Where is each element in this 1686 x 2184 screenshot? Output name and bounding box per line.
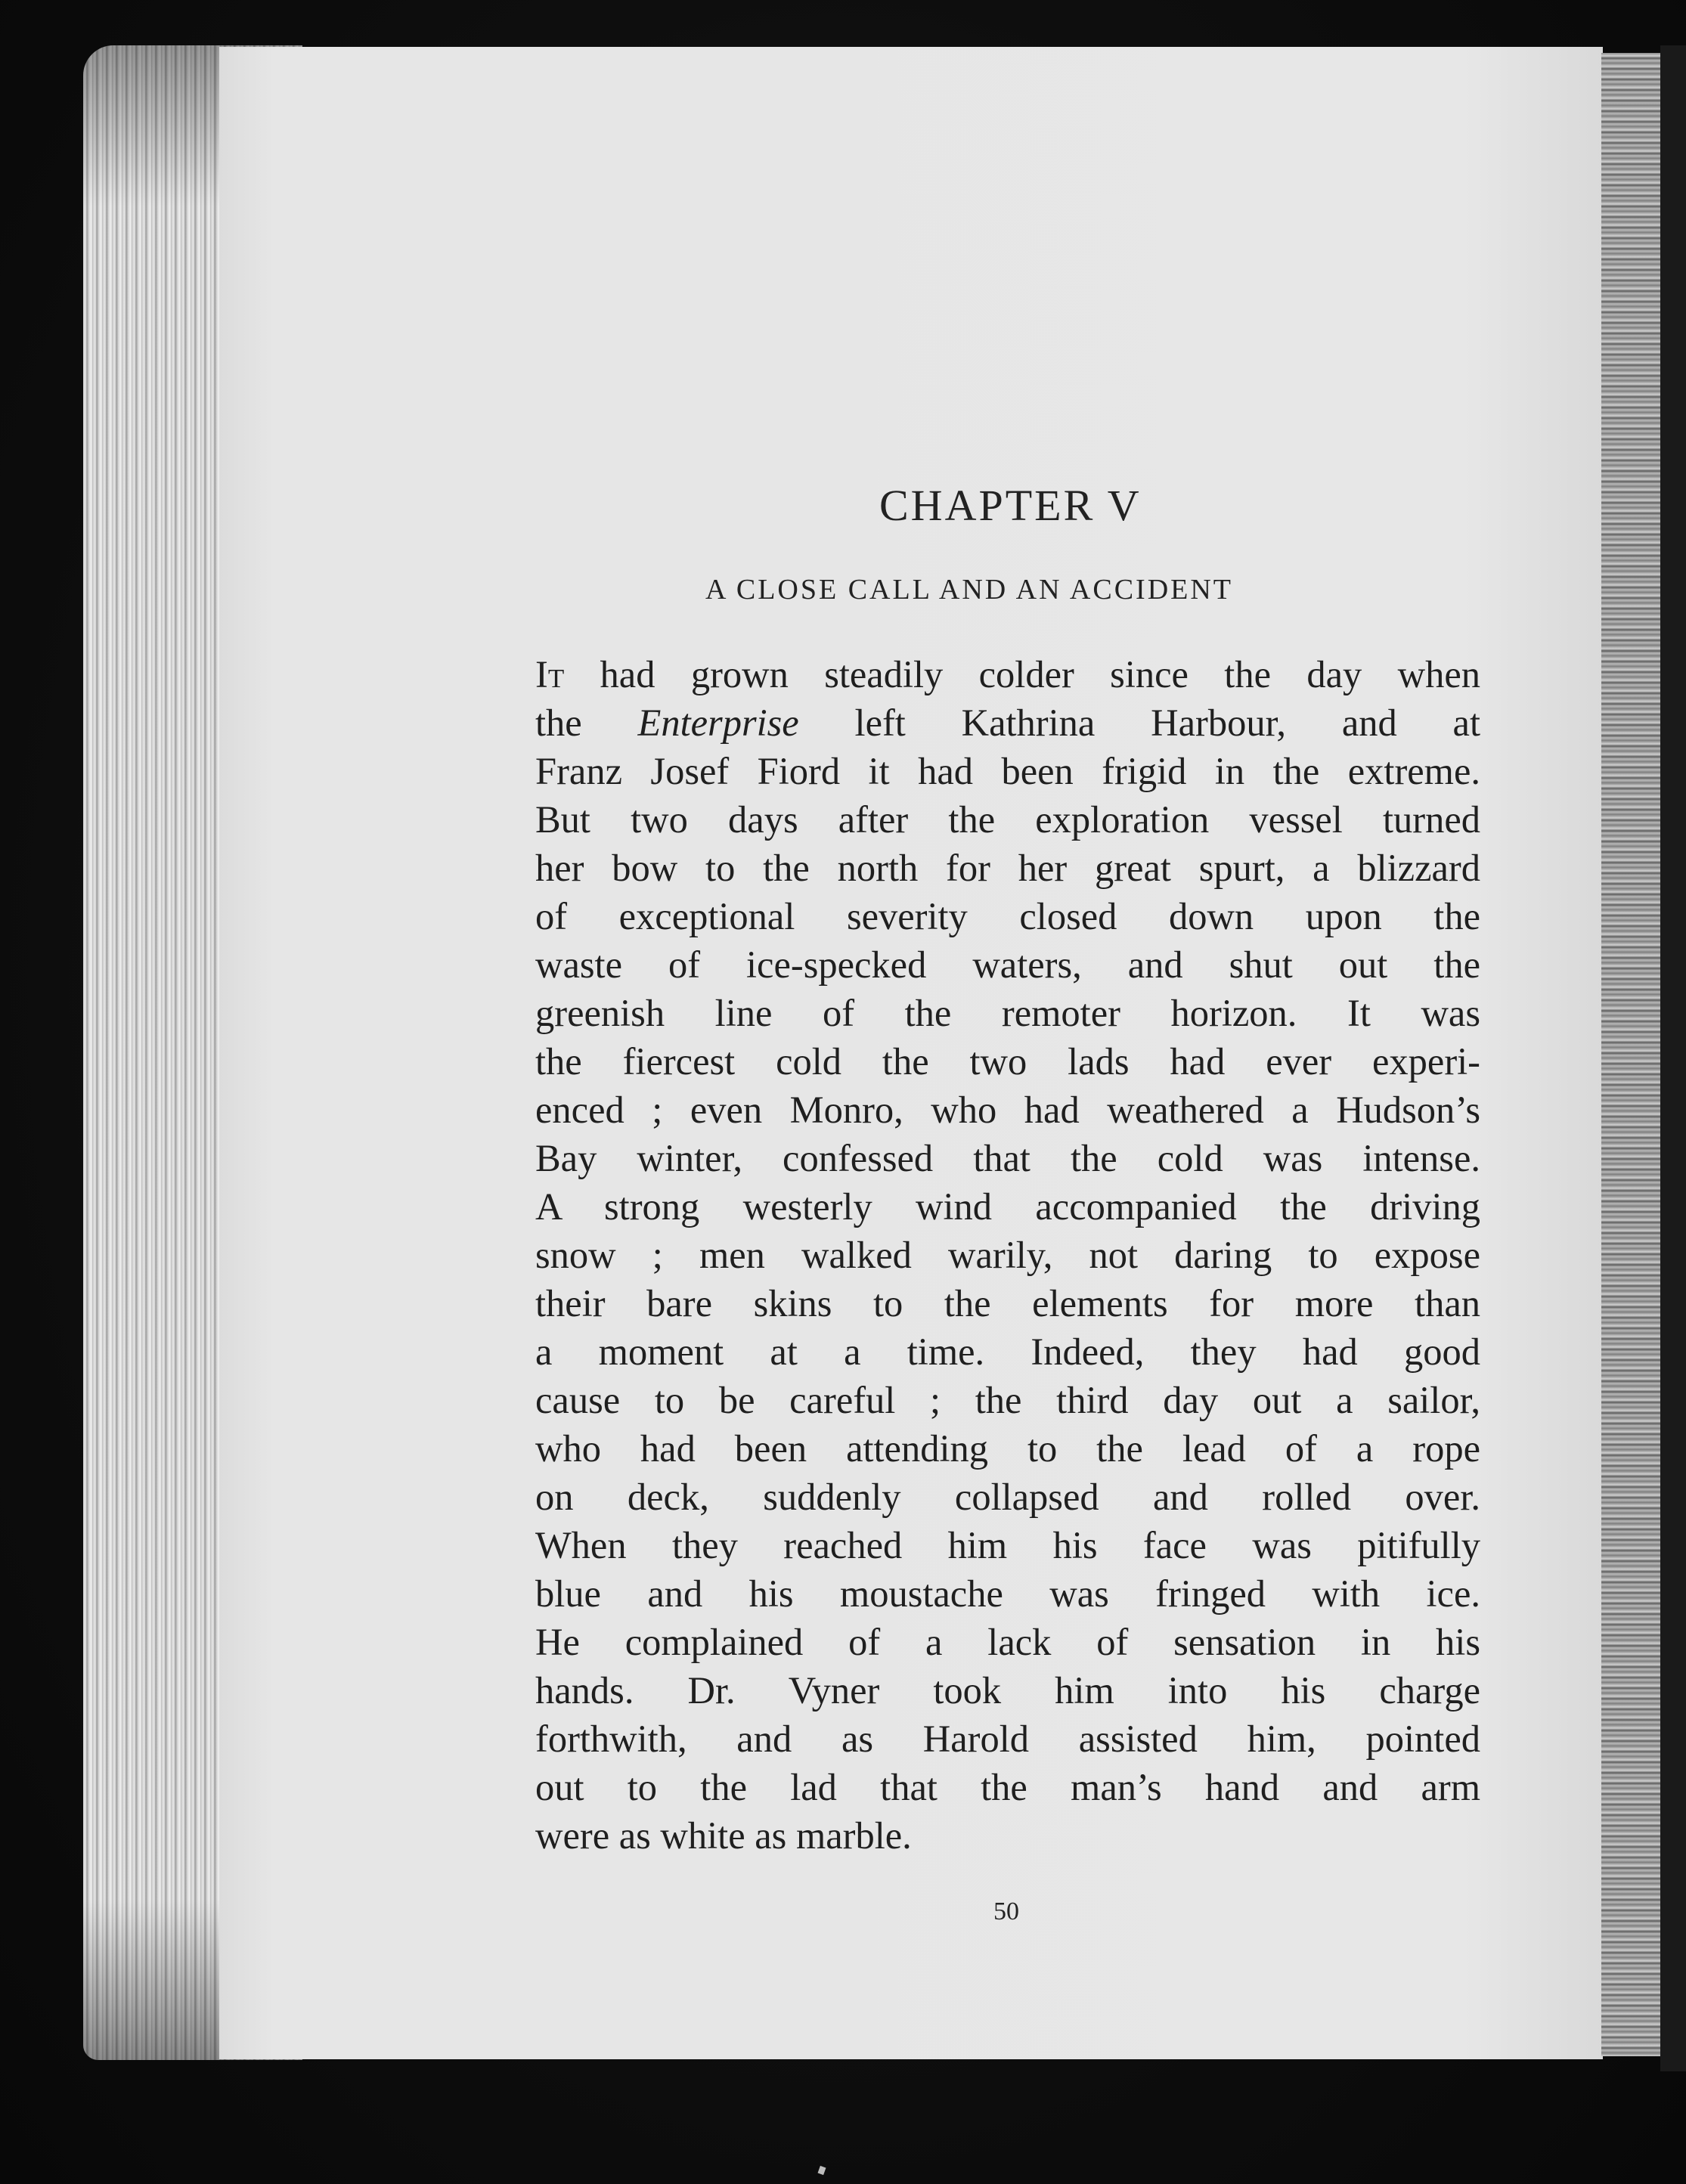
text-line: blue and his moustache was fringed with ice. — [535, 1572, 1480, 1615]
drop-word: It — [535, 653, 565, 695]
line-text: the — [535, 702, 638, 744]
text-line: A strong westerly wind accompanied the driving — [535, 1185, 1480, 1228]
text-line — [535, 650, 1480, 699]
text-line: hands. Dr. Vyner took him into his charge — [535, 1669, 1480, 1712]
text-line: a moment at a time. Indeed, they had good — [535, 1331, 1480, 1373]
page-number: 50 — [993, 1897, 1019, 1925]
chapter-title: CHAPTER V — [879, 481, 1142, 530]
text-line: Bay winter, confessed that the cold was intense. — [535, 1137, 1480, 1179]
line-text: had grown steadily colder since the day when — [564, 653, 1480, 695]
body-text — [535, 650, 1480, 1860]
text-line: He complained of a lack of sensation in his — [535, 1621, 1480, 1663]
text-line: the fiercest cold the two lads had ever experi- — [535, 1040, 1480, 1083]
line-text: left Kathrina Harbour, and at — [798, 702, 1480, 744]
text-line: cause to be careful ; the third day out a sailor, — [535, 1379, 1480, 1421]
text-line: enced ; even Monro, who had weathered a Hudson’s — [535, 1089, 1480, 1131]
text-line: greenish line of the remoter horizon. It was — [535, 992, 1480, 1034]
book-gutter — [1601, 53, 1660, 2056]
text-line: who had been attending to the lead of a rope — [535, 1427, 1480, 1470]
text-line: waste of ice-specked waters, and shut out the — [535, 943, 1480, 986]
text-line: of exceptional severity closed down upon the — [535, 895, 1480, 937]
chapter-subtitle: A CLOSE CALL AND AN ACCIDENT — [705, 574, 1234, 606]
scan-border-right — [1660, 45, 1686, 2071]
text-line: her bow to the north for her great spurt, a blizzard — [535, 847, 1480, 889]
text-line: were as white as marble. — [535, 1814, 912, 1857]
text-line — [535, 699, 1480, 747]
text-line: snow ; men walked warily, not daring to expose — [535, 1234, 1480, 1276]
text-line: on deck, suddenly collapsed and rolled over. — [535, 1476, 1480, 1518]
text-line: When they reached him his face was pitifully — [535, 1524, 1480, 1566]
text-line: out to the lad that the man’s hand and arm — [535, 1766, 1480, 1808]
text-line: Franz Josef Fiord it had been frigid in the extreme. — [535, 750, 1480, 792]
text-line: But two days after the exploration vessel turned — [535, 798, 1480, 841]
ship-name: Enterprise — [637, 702, 799, 744]
text-line: forthwith, and as Harold assisted him, pointed — [535, 1718, 1480, 1760]
text-line: their bare skins to the elements for more than — [535, 1282, 1480, 1324]
